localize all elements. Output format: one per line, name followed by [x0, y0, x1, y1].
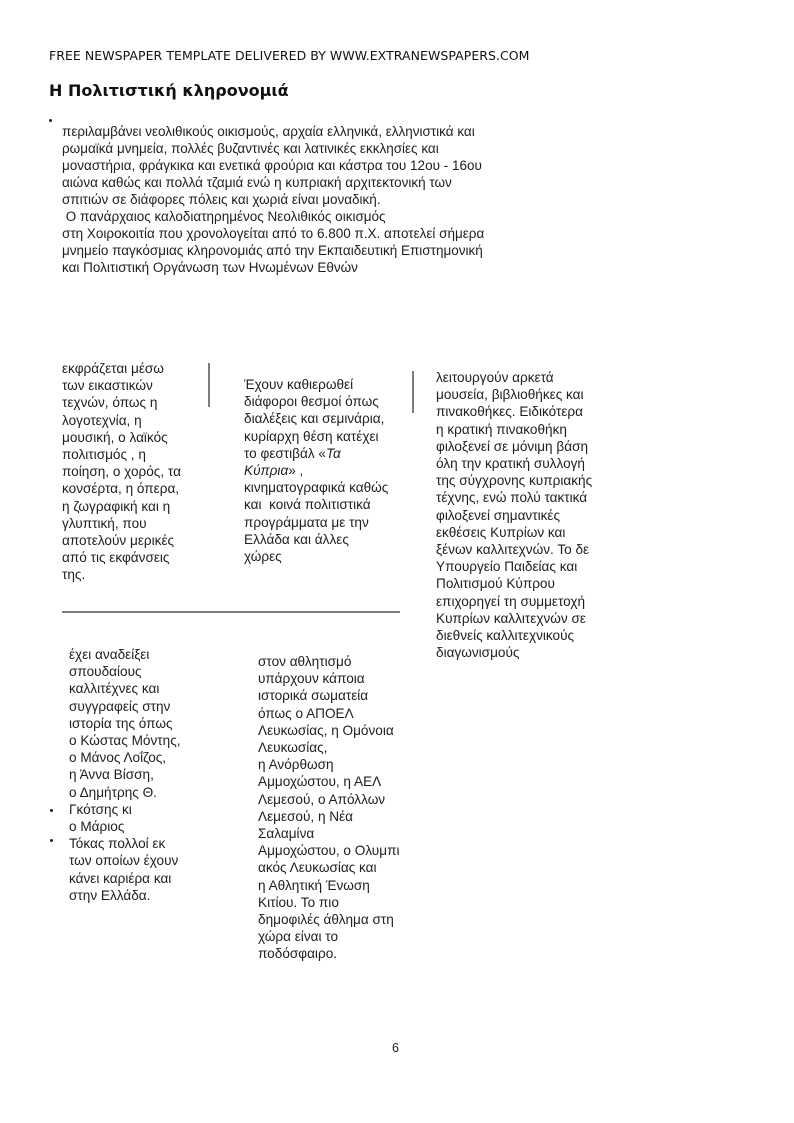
column-line: εκφράζεται μέσω [62, 361, 164, 376]
intro-line: μνημείο παγκόσμιας κληρονομιάς από την Εκπαιδευτική Επιστημονική [62, 243, 483, 258]
festival-prefix: το φεστιβάλ « [244, 445, 326, 461]
column-line: και κοινά πολιτιστικά [244, 497, 371, 513]
column-line: των οποίων έχουν [69, 853, 179, 869]
intro-line: περιλαμβάνει νεολιθικούς οικισμούς, αρχαία ελληνικά, ελληνιστικά και [62, 124, 475, 139]
column-line: κυρίαρχη θέση κατέχει [244, 428, 379, 444]
column-line: η ζωγραφική και η [62, 498, 171, 514]
column-line: Πολιτισμού Κύπρου [436, 576, 555, 592]
section-divider [62, 611, 400, 613]
column-line: μουσεία, βιβλιοθήκες και [436, 387, 584, 403]
column-line: χώρα είναι το [258, 929, 339, 945]
column-line: ξένων καλλιτεχνών. Το δε [436, 542, 590, 558]
column-line: η Άννα Βίσση, [69, 767, 154, 783]
intro-line: και Πολιτιστική Οργάνωση των Ηνωμένων Εθνών [62, 260, 358, 275]
column-line: Κιτίου. Το πιο [258, 894, 339, 910]
column-line: συγγραφείς στην [69, 698, 171, 714]
column-line: προγράμματα με την [244, 514, 369, 530]
intro-line: αιώνα καθώς και πολλά τζαμιά ενώ η κυπριακή αρχιτεκτονική των [62, 175, 452, 190]
column-line: καλλιτέχνες και [69, 681, 160, 697]
column-line: διεθνείς καλλιτεχνικούς [436, 628, 575, 644]
column-line: κινηματογραφικά καθώς [244, 480, 389, 496]
column-line: στον αθλητισμό [258, 654, 352, 669]
festival-name: Τα [325, 445, 341, 461]
column-line: πολιτισμός , η [62, 447, 146, 463]
column-line: κονσέρτα, η όπερα, [62, 481, 180, 497]
column-line: κάνει καριέρα και [69, 870, 172, 886]
column-art-expression [62, 360, 212, 584]
bullet-marker [50, 809, 53, 812]
column-line: εκθέσεις Κυπρίων και [436, 524, 566, 540]
column-line: Σαλαμίνα [258, 826, 315, 842]
column-line: Αμμοχώστου, ο Ολυμπι [258, 843, 400, 859]
column-line: Έχουν καθιερωθεί [244, 377, 354, 392]
column-line: φιλοξενεί σημαντικές [436, 507, 561, 523]
column-line: Τόκας πολλοί εκ [69, 836, 166, 852]
column-artists [69, 646, 219, 904]
column-line: τέχνης, ενώ πολύ τακτικά [436, 490, 588, 506]
page-header: FREE NEWSPAPER TEMPLATE DELIVERED BY WWW.EXTRANEWSPAPERS.COM [49, 48, 530, 63]
column-line: ποίηση, ο χορός, τα [62, 464, 181, 480]
column-line: Λευκωσίας, [258, 740, 328, 756]
column-line [244, 462, 414, 479]
column-line: Γκότσης κι [69, 801, 132, 817]
page-number: 6 [392, 1041, 399, 1055]
intro-paragraph [62, 123, 552, 276]
column-line: της σύγχρονης κυπριακής [436, 473, 593, 489]
column-line: ιστορικά σωματεία [258, 688, 369, 704]
bullet-marker [49, 119, 52, 122]
column-museums [436, 369, 621, 661]
column-line: λειτουργούν αρκετά [436, 370, 554, 385]
column-line: υπάρχουν κάποια [258, 671, 365, 687]
column-line: στην Ελλάδα. [69, 887, 151, 903]
intro-line: Ο πανάρχαιος καλοδιατηρημένος Νεολιθικός οικισμός [62, 209, 386, 224]
column-line: πινακοθήκες. Ειδικότερα [436, 404, 584, 420]
column-divider [208, 363, 210, 407]
column-line: τεχνών, όπως η [62, 395, 158, 411]
column-line: λογοτεχνία, η [62, 412, 142, 428]
column-line: ο Δημήτρης Θ. [69, 784, 157, 800]
festival-name: Κύπρια [244, 463, 289, 479]
column-line: η κρατική πινακοθήκη [436, 421, 567, 437]
column-line: μουσική, ο λαϊκός [62, 429, 168, 445]
column-line: Υπουργείο Παιδείας και [436, 559, 578, 575]
article-title: Η Πολιτιστική κληρονομιά [49, 81, 289, 100]
column-line: ο Μάριος [69, 819, 125, 835]
column-sports [258, 653, 428, 963]
column-line: γλυπτική, που [62, 515, 147, 531]
column-line: των εικαστικών [62, 378, 153, 394]
column-line: ποδόσφαιρο. [258, 946, 338, 962]
column-line: Αμμοχώστου, η ΑΕΛ [258, 774, 382, 790]
column-line: διάφοροι θεσμοί όπως [244, 394, 379, 410]
column-line: χώρες [244, 549, 282, 565]
column-line: διαγωνισμούς [436, 645, 520, 661]
column-line: της. [62, 567, 86, 583]
column-line: η Αθλητική Ένωση [258, 877, 370, 893]
column-line: από τις εκφάνσεις [62, 550, 170, 566]
bullet-marker [50, 839, 53, 842]
column-institutions [244, 376, 414, 565]
column-line: φιλοξενεί σε μόνιμη βάση [436, 438, 589, 454]
column-line: ο Μάνος Λοΐζος, [69, 750, 167, 766]
column-line: επιχορηγεί τη συμμετοχή [436, 593, 586, 609]
column-line: η Ανόρθωση [258, 757, 334, 773]
intro-line: ρωμαϊκά μνημεία, πολλές βυζαντινές και λατινικές εκκλησίες και [62, 141, 439, 156]
intro-line: μοναστήρια, φράγκικα και ενετικά φρούρια και κάστρα του 12ου - 16ου [62, 158, 482, 173]
column-line: Λευκωσίας, η Ομόνοια [258, 722, 394, 738]
column-line: Λεμεσού, ο Απόλλων [258, 791, 386, 807]
column-line: ακός Λευκωσίας και [258, 860, 377, 876]
intro-line: σπιτιών σε διάφορες πόλεις και χωριά είναι μοναδική. [62, 192, 381, 207]
column-line: όπως ο ΑΠΟΕΛ [258, 705, 354, 721]
column-line: ο Κώστας Μόντης, [69, 733, 181, 749]
festival-suffix: » , [288, 463, 304, 479]
column-line [244, 445, 414, 462]
column-line: αποτελούν μερικές [62, 533, 175, 549]
column-line: σπουδαίους [69, 664, 142, 680]
column-line: δημοφιλές άθλημα στη [258, 912, 394, 928]
column-line: Κυπρίων καλλιτεχνών σε [436, 610, 586, 626]
intro-line: στη Χοιροκοιτία που χρονολογείται από το 6.800 π.Χ. αποτελεί σήμερα [62, 226, 485, 241]
column-line: όλη την κρατική συλλογή [436, 456, 585, 472]
column-line: Ελλάδα και άλλες [244, 531, 349, 547]
column-divider [412, 371, 414, 413]
column-line: έχει αναδείξει [69, 647, 150, 662]
column-line: ιστορία της όπως [69, 715, 173, 731]
column-line: Λεμεσού, η Νέα [258, 808, 354, 824]
column-line: διαλέξεις και σεμινάρια, [244, 411, 385, 427]
